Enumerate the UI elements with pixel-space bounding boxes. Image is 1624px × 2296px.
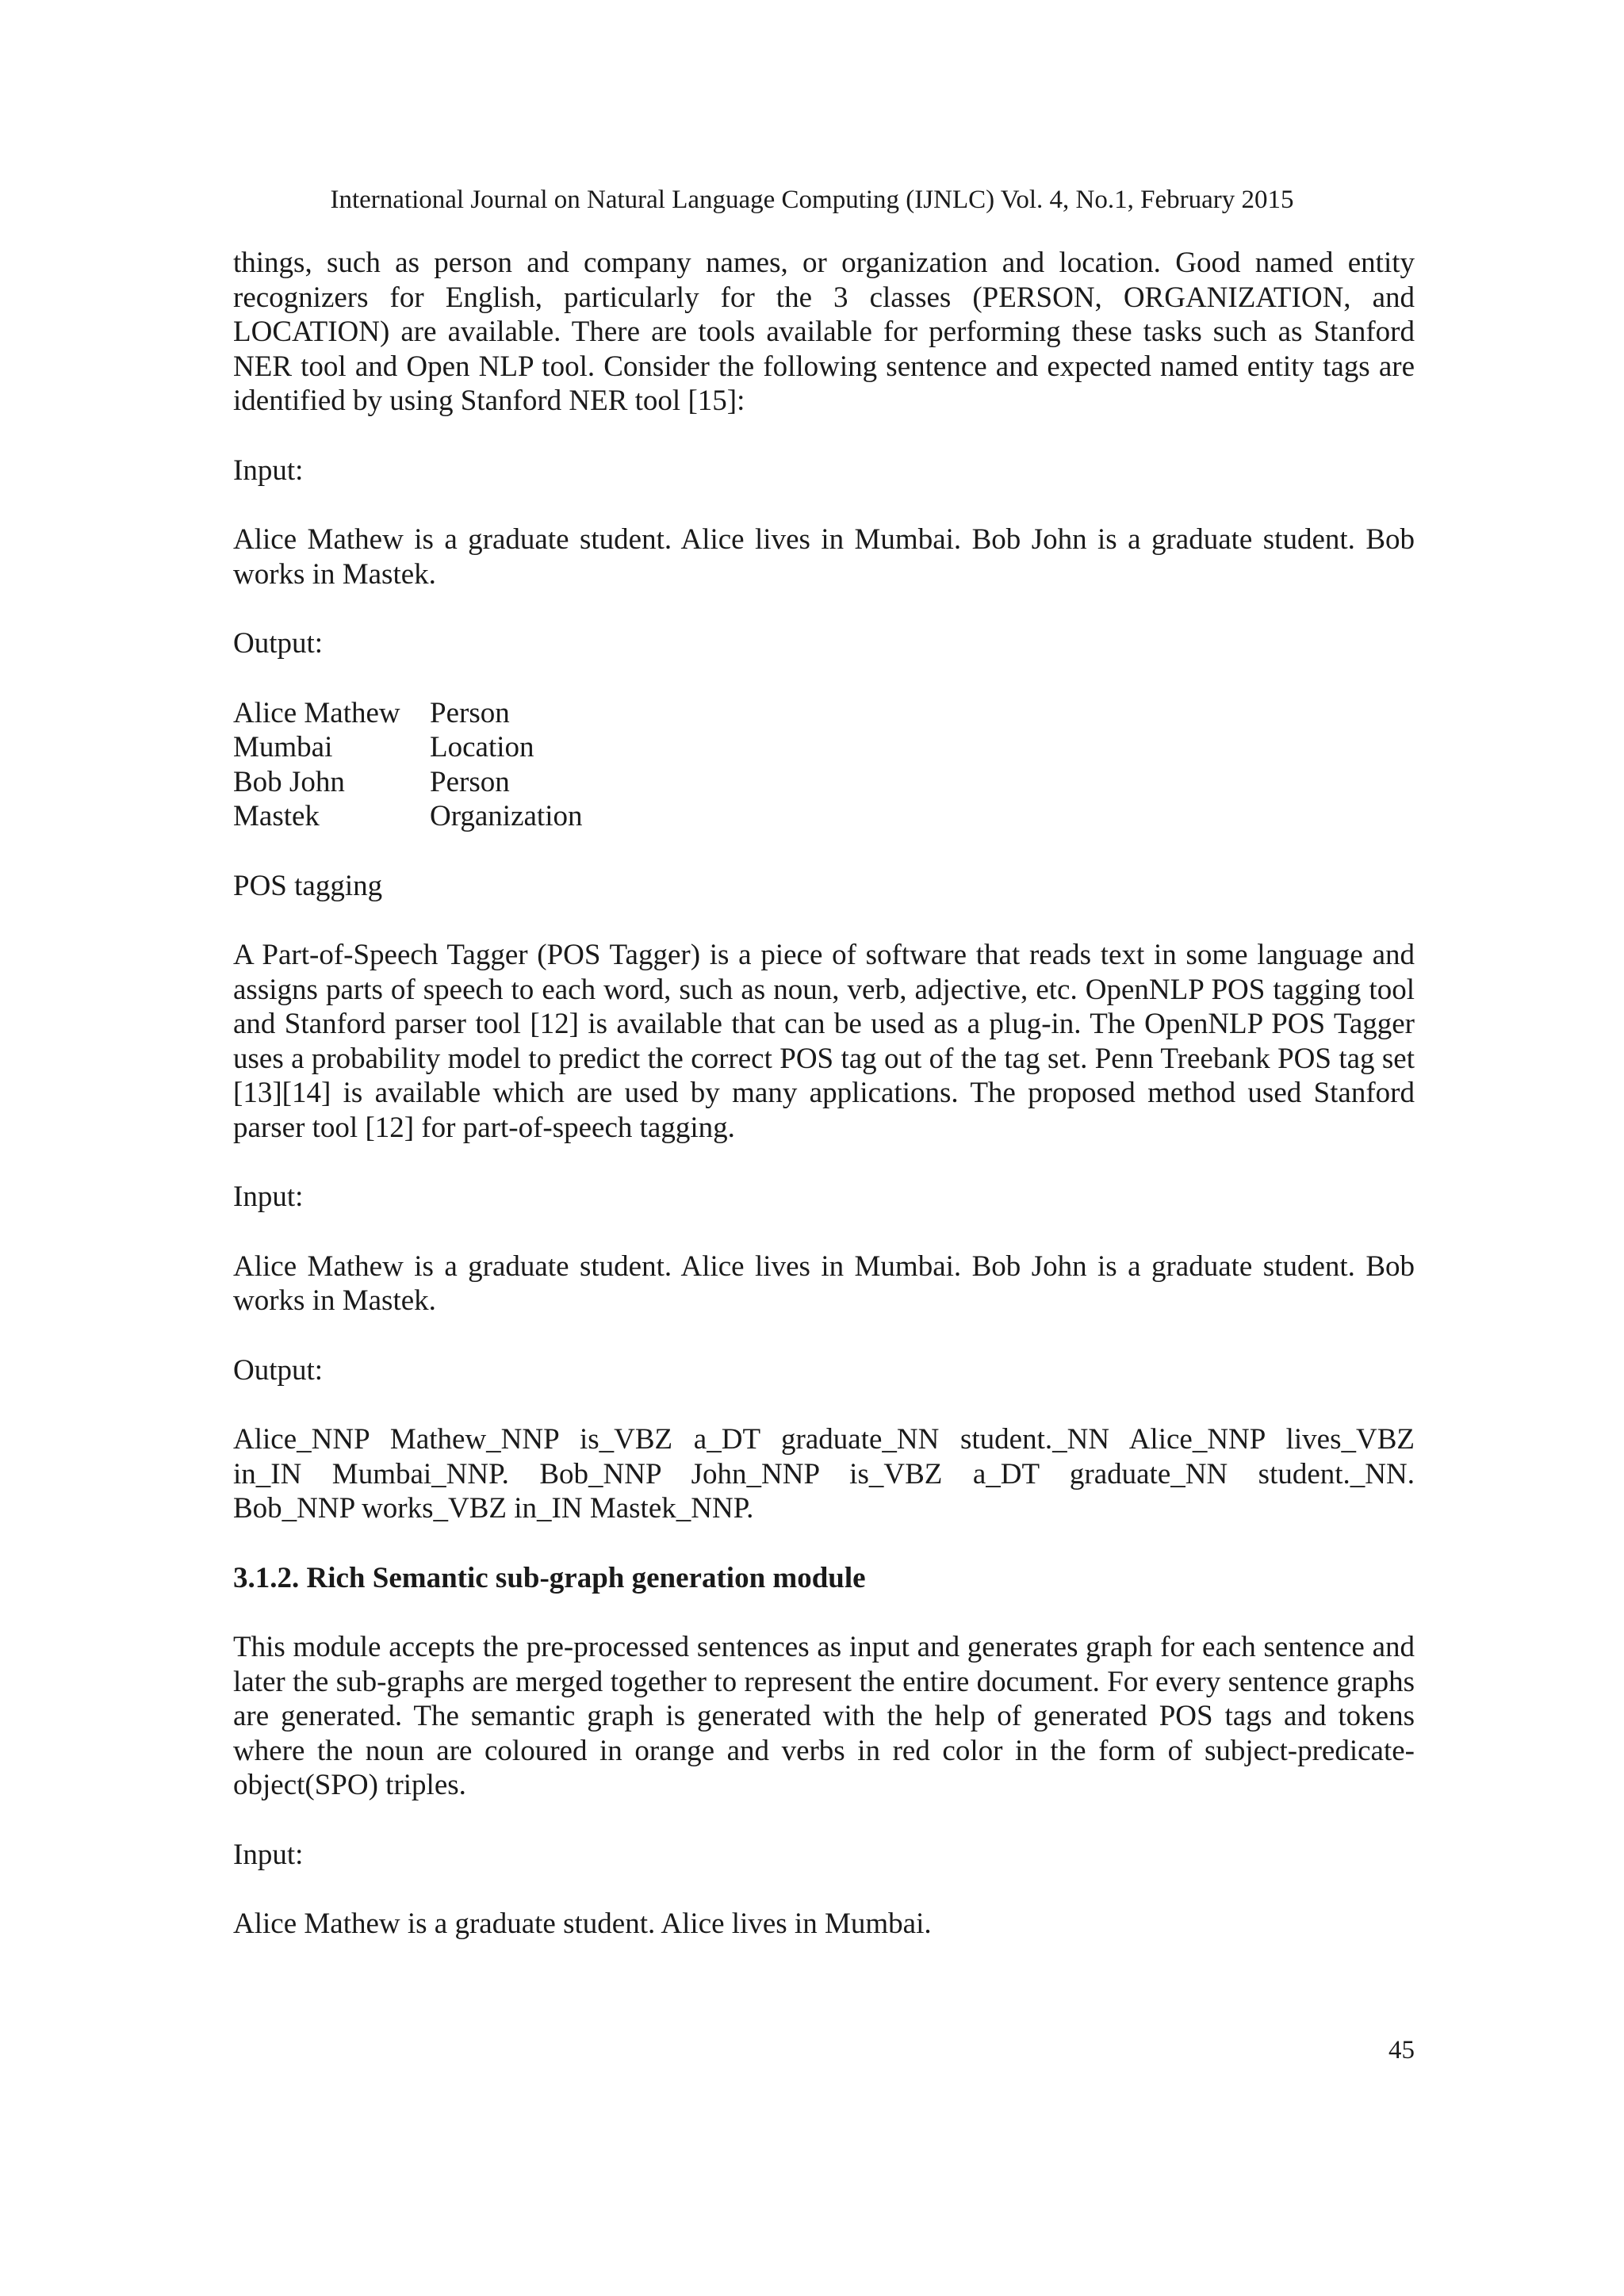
ner-tag: Location [430,731,534,763]
ner-tag: Organization [430,800,583,832]
paragraph-subgraph-module: This module accepts the pre-processed sentences as input and generates graph for each sentence and later the sub-graphs are merged together to represent the entire document. For every sentence graphs are generated. The semantic graph is generated with the help of generated POS tags and tokens where the noun are coloured in orange and verbs in red color in the form of subject-predicate-object(SPO) triples. [233,1631,1415,1801]
input-sentence: Alice Mathew is a graduate student. Alice lives in Mumbai. [233,1908,932,1940]
ner-tag: Person [430,696,510,729]
pos-output-line: Bob_NNP works_VBZ in_IN Mastek_NNP. [233,1492,754,1525]
pos-output-line: in_IN Mumbai_NNP. Bob_NNP John_NNP is_VBZ a_DT graduate_NN student._NN. [233,1457,1415,1490]
input-label: Input: [233,1838,304,1871]
ner-row [233,765,582,800]
input-sentence: Alice Mathew is a graduate student. Alice lives in Mumbai. Bob John is a graduate student. Bob works in Mastek. [233,1249,1415,1317]
ner-row [233,730,582,765]
output-label: Output: [233,627,324,660]
input-sentence: Alice Mathew is a graduate student. Alice lives in Mumbai. Bob John is a graduate student. Bob works in Mastek. [233,523,1415,591]
paragraph-ner-intro: things, such as person and company names, or organization and location. Good named entity recognizers for English, particularly for the 3 classes (PERSON, ORGANIZATION, and LOCATION) are available. There are tools available for performing these tasks such as Stanford NER tool and Open NLP tool. Consider the following sentence and expected named entity tags are identified by using Stanford NER tool [15]: [233,247,1415,417]
input-label: Input: [233,453,304,487]
ner-entity: Mumbai [233,731,333,763]
pos-output-line: Alice_NNP Mathew_NNP is_VBZ a_DT graduate_NN student._NN Alice_NNP lives_VBZ [233,1423,1415,1456]
page-body [233,246,1415,1976]
ner-row [233,799,582,834]
ner-output-table [233,696,582,834]
output-label: Output: [233,1353,324,1387]
subheading-pos-tagging: POS tagging [233,869,383,902]
ner-tag: Person [430,765,510,798]
running-header: International Journal on Natural Language Computing (IJNLC) Vol. 4, No.1, February 2015 [330,186,1294,214]
ner-entity: Alice Mathew [233,696,400,729]
section-heading: 3.1.2. Rich Semantic sub-graph generation module [233,1561,866,1594]
paragraph-pos-tagging: A Part-of-Speech Tagger (POS Tagger) is a piece of software that reads text in some language and assigns parts of speech to each word, such as noun, verb, adjective, etc. OpenNLP POS tagging tool and Stanford parser tool [12] is available that can be used as a plug-in. The OpenNLP POS Tagger uses a probability model to predict the correct POS tag out of the tag set. Penn Treebank POS tag set [13][14] is available which are used by many applications. The proposed method used Stanford parser tool [12] for part-of-speech tagging. [233,939,1415,1144]
pos-output [233,1422,1415,1526]
ner-entity: Bob John [233,765,345,798]
ner-row [233,696,582,731]
ner-entity: Mastek [233,800,320,832]
input-label: Input: [233,1181,304,1213]
page-number: 45 [1388,2036,1415,2064]
